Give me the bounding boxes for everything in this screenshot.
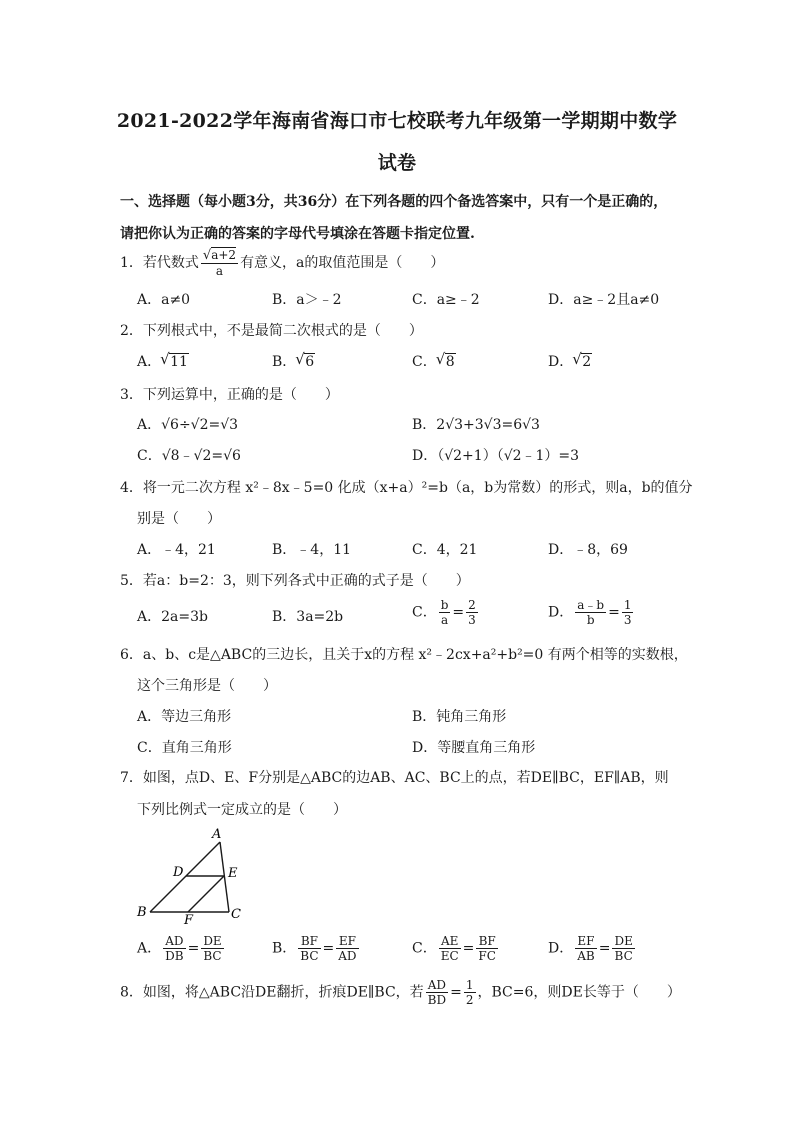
q2-c-radicand: 8 bbox=[445, 354, 455, 370]
q3-option-d[interactable]: D．（√2+1）（√2﹣1）=3 bbox=[412, 448, 580, 464]
q8-den1: BD bbox=[427, 993, 447, 1007]
q7-d-label: D． bbox=[548, 940, 574, 957]
q5-c-fraction-right bbox=[466, 598, 478, 627]
q5-option-d[interactable]: D． $\frac{a﹣b}{b}$ = $\frac{1}{3}$ bbox=[548, 598, 632, 627]
q7-b-label: B． bbox=[272, 940, 297, 957]
q1-prefix: 若代数式 bbox=[142, 255, 199, 271]
q1-option-c[interactable]: C．a≥﹣2 bbox=[412, 292, 480, 308]
question-1 bbox=[120, 248, 444, 278]
q1-number: 1． bbox=[120, 255, 143, 271]
q7-a-num2: DE bbox=[203, 934, 222, 948]
label-a: A bbox=[212, 827, 222, 842]
q2-option-c[interactable]: C． √ 8 bbox=[412, 350, 455, 370]
q7-triangle-figure bbox=[130, 822, 260, 928]
q7-a-fraction-left bbox=[163, 934, 185, 963]
q4-option-a[interactable]: A．﹣4，21 bbox=[137, 542, 216, 558]
question-7-line2: 下列比例式一定成立的是（ ） bbox=[137, 802, 347, 818]
q2-option-a[interactable]: A． √ 11 bbox=[137, 350, 188, 370]
question-6-line2: 这个三角形是（ ） bbox=[137, 678, 277, 694]
q5-c-num2: 2 bbox=[468, 598, 476, 612]
q5-d-fraction-right bbox=[622, 598, 634, 627]
q1-option-a[interactable]: A．a≠0 bbox=[137, 292, 191, 308]
q5-c-num1: b bbox=[440, 598, 449, 612]
q7-d-fraction-left bbox=[575, 934, 596, 963]
question-5: 5．若a：b=2：3，则下列各式中正确的式子是（ ） bbox=[120, 573, 470, 589]
q7-c-num1: AE bbox=[439, 934, 461, 949]
label-c: C bbox=[231, 907, 241, 922]
q5-d-num1: a﹣b bbox=[577, 598, 605, 612]
label-e: E bbox=[228, 866, 238, 881]
q7-a-label: A． bbox=[137, 940, 162, 957]
question-3: 3．下列运算中，正确的是（ ） bbox=[120, 387, 339, 403]
q6-option-c[interactable]: C．直角三角形 bbox=[137, 740, 232, 756]
q2-c-label: C． bbox=[412, 354, 437, 370]
q7-option-c[interactable]: C． $\frac{AE}{EC}$ = $\frac{BF}{FC}$ bbox=[412, 934, 496, 963]
q2-b-label: B． bbox=[272, 354, 297, 370]
question-4-line2: 别是（ ） bbox=[137, 511, 221, 527]
q2-a-label: A． bbox=[137, 354, 162, 370]
q7-c-fraction-right bbox=[476, 934, 498, 963]
section-header: 一、选择题（每小题3分，共36分）在下列各题的四个备选答案中，只有一个是正确的，请把你认为正确的答案的字母代号填涂在答题卡指定位置. bbox=[120, 194, 668, 242]
q1-fraction: $\frac{√a+2}{a}$ bbox=[202, 248, 237, 278]
q7-c-den2: FC bbox=[478, 949, 496, 963]
q5-option-a[interactable]: A．2a=3b bbox=[137, 609, 208, 625]
q3-option-c[interactable]: C．√8﹣√2=√6 bbox=[137, 448, 241, 464]
q5-c-label: C． bbox=[412, 604, 437, 621]
q7-option-d[interactable]: D． $\frac{EF}{AB}$ = $\frac{DE}{BC}$ bbox=[548, 934, 633, 963]
q5-c-fraction-left bbox=[439, 598, 451, 627]
segment-ef bbox=[188, 876, 224, 912]
question-7-line1: 7．如图，点D、E、F分别是△ABC的边AB、AC、BC上的点，若DE∥BC，EF∥AB，则 bbox=[120, 770, 669, 786]
q6-option-b[interactable]: B．钝角三角形 bbox=[412, 709, 507, 725]
q7-d-fraction-right bbox=[612, 934, 634, 963]
label-b: B bbox=[137, 905, 147, 920]
q7-d-den1: AB bbox=[577, 949, 595, 963]
q5-d-num2: 1 bbox=[623, 598, 632, 612]
question-2: 2．下列根式中，不是最简二次根式的是（ ） bbox=[120, 323, 423, 339]
q4-option-c[interactable]: C．4，21 bbox=[412, 542, 478, 558]
q7-b-den1: BC bbox=[300, 949, 319, 963]
q5-d-den2: 3 bbox=[623, 613, 632, 627]
label-d: D bbox=[173, 865, 184, 880]
q7-option-b[interactable]: B． $\frac{BF}{BC}$ = $\frac{EF}{AD}$ bbox=[272, 934, 357, 963]
q8-num1: AD bbox=[426, 978, 448, 993]
q8-fraction-left bbox=[426, 978, 448, 1007]
q1-option-b[interactable]: B．a＞﹣2 bbox=[272, 292, 342, 308]
q5-option-b[interactable]: B．3a=2b bbox=[272, 609, 344, 625]
q5-option-c[interactable]: C． $\frac{b}{a}$ = $\frac{2}{3}$ bbox=[412, 598, 476, 627]
q7-c-fraction-left bbox=[439, 934, 461, 963]
q5-c-den2: 3 bbox=[468, 613, 476, 627]
q2-d-label: D． bbox=[548, 354, 574, 370]
question-8: 8．如图，将△ABC沿DE翻折，折痕DE∥BC，若 $\frac{AD}{BD}$ = $\frac{1}{2}$ ，BC=6，则DE长等于（ ） bbox=[120, 978, 681, 1007]
q4-option-d[interactable]: D．﹣8，69 bbox=[548, 542, 628, 558]
q7-b-fraction-right bbox=[336, 934, 358, 963]
q7-d-den2: BC bbox=[614, 949, 633, 963]
q5-d-fraction-left bbox=[575, 598, 606, 627]
q7-a-num1: AD bbox=[163, 934, 185, 949]
q7-a-den2: BC bbox=[203, 949, 222, 963]
question-6-line1: 6．a、b、c是△ABC的三边长，且关于x的方程 x²﹣2cx+a²+b²=0 有两个相等的实数根， bbox=[120, 647, 688, 663]
q3-option-a[interactable]: A．√6÷√2=√3 bbox=[137, 417, 239, 433]
q7-a-den1: DB bbox=[165, 949, 184, 963]
q2-option-d[interactable]: D． √ 2 bbox=[548, 350, 592, 370]
q5-d-den1: b bbox=[586, 613, 595, 627]
question-4-line1: 4．将一元二次方程 x²﹣8x﹣5=0 化成（x+a）²=b（a，b为常数）的形式，则a，b的值分 bbox=[120, 480, 693, 496]
q5-d-label: D． bbox=[548, 604, 574, 621]
q6-option-d[interactable]: D．等腰直角三角形 bbox=[412, 740, 536, 756]
q7-b-num1: BF bbox=[298, 934, 320, 949]
q1-suffix: 有意义，a的取值范围是（ ） bbox=[240, 255, 445, 271]
q7-a-fraction-right bbox=[201, 934, 223, 963]
q7-option-a[interactable]: A． $\frac{AD}{DB}$ = $\frac{DE}{BC}$ bbox=[137, 934, 222, 963]
side-ab bbox=[150, 842, 220, 912]
q4-option-b[interactable]: B．﹣4，11 bbox=[272, 542, 352, 558]
exam-title-line2: 试卷 bbox=[377, 152, 417, 174]
q1-option-d[interactable]: D．a≥﹣2且a≠0 bbox=[548, 292, 660, 308]
q2-d-radicand: 2 bbox=[582, 354, 592, 370]
q7-d-num1: EF bbox=[575, 934, 596, 949]
label-f: F bbox=[184, 913, 194, 928]
q8-prefix: 8．如图，将△ABC沿DE翻折，折痕DE∥BC，若 bbox=[120, 984, 424, 1001]
q7-b-den2: AD bbox=[338, 949, 357, 963]
q8-den2: 2 bbox=[465, 993, 474, 1007]
q7-b-num2: EF bbox=[336, 934, 358, 949]
q7-d-num2: DE bbox=[614, 934, 633, 948]
q1-frac-denominator: a bbox=[215, 264, 224, 278]
q2-option-b[interactable]: B． √ 6 bbox=[272, 350, 315, 370]
exam-title-line1: 2021-2022学年海南省海口市七校联考九年级第一学期期中数学 bbox=[116, 110, 678, 132]
q2-b-radicand: 6 bbox=[305, 354, 315, 370]
q7-c-num2: BF bbox=[476, 934, 498, 949]
q7-c-label: C． bbox=[412, 940, 437, 957]
q7-b-fraction-left bbox=[298, 934, 320, 963]
q8-suffix: ，BC=6，则DE长等于（ ） bbox=[477, 984, 681, 1001]
q8-num2: 1 bbox=[465, 978, 474, 992]
q5-c-den1: a bbox=[440, 613, 449, 627]
q2-a-radicand: 11 bbox=[170, 354, 188, 370]
q1-frac-numerator: a+2 bbox=[211, 248, 237, 262]
q8-fraction-right bbox=[464, 978, 476, 1007]
q7-c-den1: EC bbox=[440, 949, 459, 963]
q6-option-a[interactable]: A．等边三角形 bbox=[137, 709, 232, 725]
q3-option-b[interactable]: B．2√3+3√3=6√3 bbox=[412, 417, 540, 433]
